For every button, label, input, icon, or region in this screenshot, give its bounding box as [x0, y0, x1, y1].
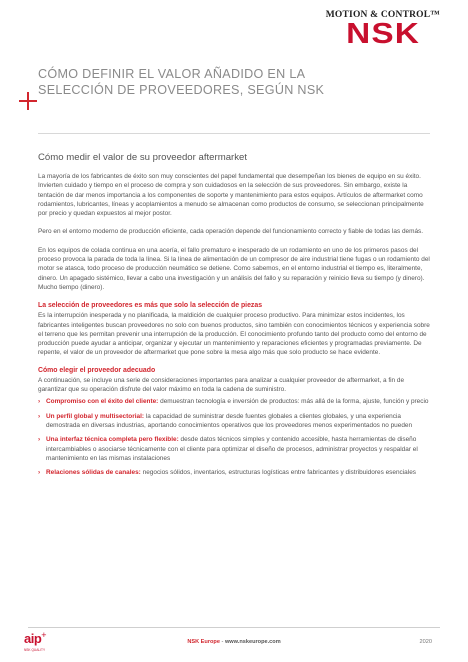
footer-year: 2020 — [419, 639, 432, 645]
chevron-right-icon: › — [38, 398, 41, 406]
chevron-right-icon: › — [38, 436, 41, 444]
chevron-right-icon: › — [38, 412, 41, 420]
paragraph-efficiency: Pero en el entorno moderno de producción eficiente, cada operación depende del funcionamiento correcto y fiable de todas las demás. — [38, 228, 424, 236]
list-item: › Una interfaz técnica completa pero flexible: desde datos técnicos simples y contenido accesible, hasta herramientas de diseño intercambiables o asociarse técnicamente con el cliente para optimizar el diseño de procesos, administrar proyectos y respaldar el mantenimiento en las mismas instalaciones — [38, 436, 418, 462]
section-choose-supplier — [38, 366, 434, 478]
section-heading: Cómo elegir el proveedor adecuado — [38, 366, 156, 374]
website-link[interactable]: www.nskeurope.com — [224, 639, 281, 645]
list-item: › Compromiso con el éxito del cliente: demuestran tecnología e inversión de productos: más allá de la forma, ajuste, función y precio — [38, 398, 429, 406]
chevron-right-icon: › — [38, 469, 41, 477]
section-heading: La selección de proveedores es más que solo la selección de piezas — [38, 302, 263, 310]
section-text: A continuación, se incluye una serie de consideraciones importantes para analizar a cualquier proveedor de aftermarket, a fin de garantizar que su operación disfrute del valor máximo en toda la cadena de suministro. — [38, 376, 405, 394]
page-title: CÓMO DEFINIR EL VALOR AÑADIDO EN LA SELECCIÓN DE PROVEEDORES, SEGÚN NSK — [38, 67, 325, 97]
logo-tagline: MOTION & CONTROL™ — [325, 10, 440, 20]
section-supplier-selection — [38, 301, 434, 357]
footer-website: NSK Europe - www.nskeurope.com — [187, 639, 281, 645]
aip-logo: aip+ NSK QUALITY — [24, 630, 47, 652]
list-item: › Un perfil global y multisectorial: la capacidad de suministrar desde fuentes globales a clientes globales, y una experiencia demostrada en diversas industrias, aportando conocimientos operativos que los proveedores menos experimentados no pueden — [38, 412, 413, 429]
logo-wordmark: NSK — [345, 18, 420, 50]
article-body — [38, 152, 434, 485]
section-text: Es la interrupción inesperada y no planificada, la maldición de cualquier proceso productivo. Para minimizar estos incidentes, los fabricantes inteligentes buscan proveedores no solo con buenos productos, sino también con conocimientos técnicos y experiencia sobre el terreno que les permitan prevenir una interrupción de la producción. El conocimiento profundo tanto del producto como del entorno de producción puede ayudar a anticipar, organizar y ejecutar un mantenimiento y reparaciones eficientes y programadas previamente. De repente, el valor de un proveedor de aftermarket que pone sobre la mesa algo más que solo producto se hace evidente. — [38, 312, 430, 357]
plus-icon: + — [41, 630, 47, 640]
plus-icon — [19, 92, 37, 110]
list-item: › Relaciones sólidas de canales: negocios sólidos, inventarios, estructuras logísticas entre fabricantes y distribuidores esenciales — [38, 469, 416, 477]
title-divider — [38, 133, 430, 134]
paragraph-intro: La mayoría de los fabricantes de éxito son muy conscientes del papel fundamental que desempeñan los bienes de equipo en su éxito. Invierten cuidado y tiempo en el proceso de compra y son cuidadosos en la selección de sus proveedores. Sin embargo, existe la tentación de dar menos importancia a los componentes de soporte y mantenimiento para estos equipos. Artículos de aftermarket como rodamientos, lubricantes, líneas y acoplamientos a menudo se almacenan como productos de consumo, se seleccionan principalmente por precio y quedan expuestos al mejor postor. — [38, 173, 424, 218]
article-subtitle: Cómo medir el valor de su proveedor aftermarket — [38, 152, 248, 163]
considerations-list — [38, 397, 434, 477]
paragraph-example: En los equipos de colada continua en una acería, el fallo prematuro e inesperado de un rodamiento en uno de los primeros pasos del proceso provoca la parada de toda la línea. Si la línea de alimentación de un compresor de aire industrial tiene fugas o un rodamiento del motor se atasca, todo proceso de producción neumático se detiene. Como sabemos, en el entorno industrial el tiempo es, literalmente, dinero. Un apagado sistémico, llevar a cabo una investigación y un análisis del fallo y su reparación y reinicio lleva su tiempo (y dinero). Mucho tiempo (dinero). — [38, 246, 430, 291]
footer-divider — [28, 627, 440, 628]
nsk-logo — [326, 10, 440, 48]
